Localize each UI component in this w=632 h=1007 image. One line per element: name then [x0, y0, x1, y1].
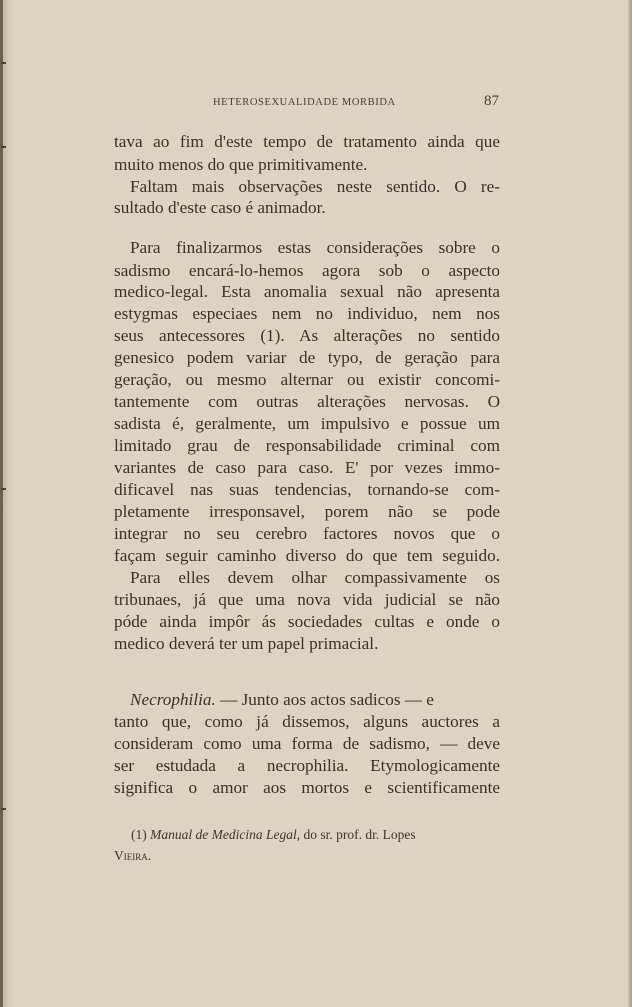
text-line: dificavel nas suas tendencias, tornando-se com- — [114, 480, 500, 499]
text-line: póde ainda impôr ás sociedades cultas e onde o — [114, 612, 500, 631]
footnote-marker: (1) — [131, 827, 147, 842]
section-title: Necrophilia. — [130, 690, 216, 709]
text-line: — Junto aos actos sadicos — e — [215, 690, 434, 709]
text-line: muito menos do que primitivamente. — [114, 155, 368, 174]
text-line: façam seguir caminho diverso do que tem seguido. — [114, 546, 500, 565]
text-line: Para finalizarmos estas considerações sobre o — [130, 238, 500, 257]
running-head: HETEROSEXUALIDADE MORBIDA — [213, 97, 396, 108]
text-line: tava ao fim d'este tempo de tratamento ainda que — [114, 132, 500, 151]
text-line: medico deverá ter um papel primacial. — [114, 634, 379, 653]
text-line: significa o amor aos mortos e scientificamente — [114, 778, 500, 797]
footnote-text: do sr. prof. dr. Lopes — [300, 827, 416, 842]
text-line: sadismo encará-lo-hemos agora sob o aspecto — [114, 261, 500, 280]
footnote-line: Vieira. — [114, 848, 152, 863]
text-line: geração, ou mesmo alternar ou existir concomi- — [114, 370, 500, 389]
text-line: sadista é, geralmente, um impulsivo e possue um — [114, 414, 500, 433]
footnote-title: Manual de Medicina Legal, — [150, 827, 301, 842]
text-line: sultado d'este caso é animador. — [114, 198, 326, 217]
text-line: ser estudada a necrophilia. Etymologicamente — [114, 756, 500, 775]
text-line: estygmas especiaes nem no individuo, nem nos — [114, 304, 500, 323]
text-line: tantemente com outras alterações nervosas. O — [114, 392, 500, 411]
text-line: tanto que, como já dissemos, alguns auctores a — [114, 712, 500, 731]
text-line: Para elles devem olhar compassivamente os — [130, 568, 500, 587]
section-paragraph-first-line — [130, 690, 500, 710]
text-line: tribunaes, já que uma nova vida judicial se não — [114, 590, 500, 609]
footnote-line — [131, 826, 416, 844]
text-line: integrar no seu cerebro factores novos que o — [114, 524, 500, 543]
page-header — [200, 93, 505, 113]
text-line: consideram como uma forma de sadismo, — deve — [114, 734, 500, 753]
text-line: medico-legal. Esta anomalia sexual não apresenta — [114, 282, 500, 301]
text-line: seus antecessores (1). As alterações no sentido — [114, 326, 500, 345]
text-line: variantes de caso para caso. E' por vezes immo- — [114, 458, 500, 477]
text-line: Faltam mais observações neste sentido. O re- — [130, 177, 500, 196]
text-line: genesico podem variar de typo, de geração para — [114, 348, 500, 367]
text-line: pletamente irresponsavel, porem não se pode — [114, 502, 500, 521]
page-number: 87 — [484, 93, 499, 109]
text-line: limitado grau de responsabilidade criminal com — [114, 436, 500, 455]
